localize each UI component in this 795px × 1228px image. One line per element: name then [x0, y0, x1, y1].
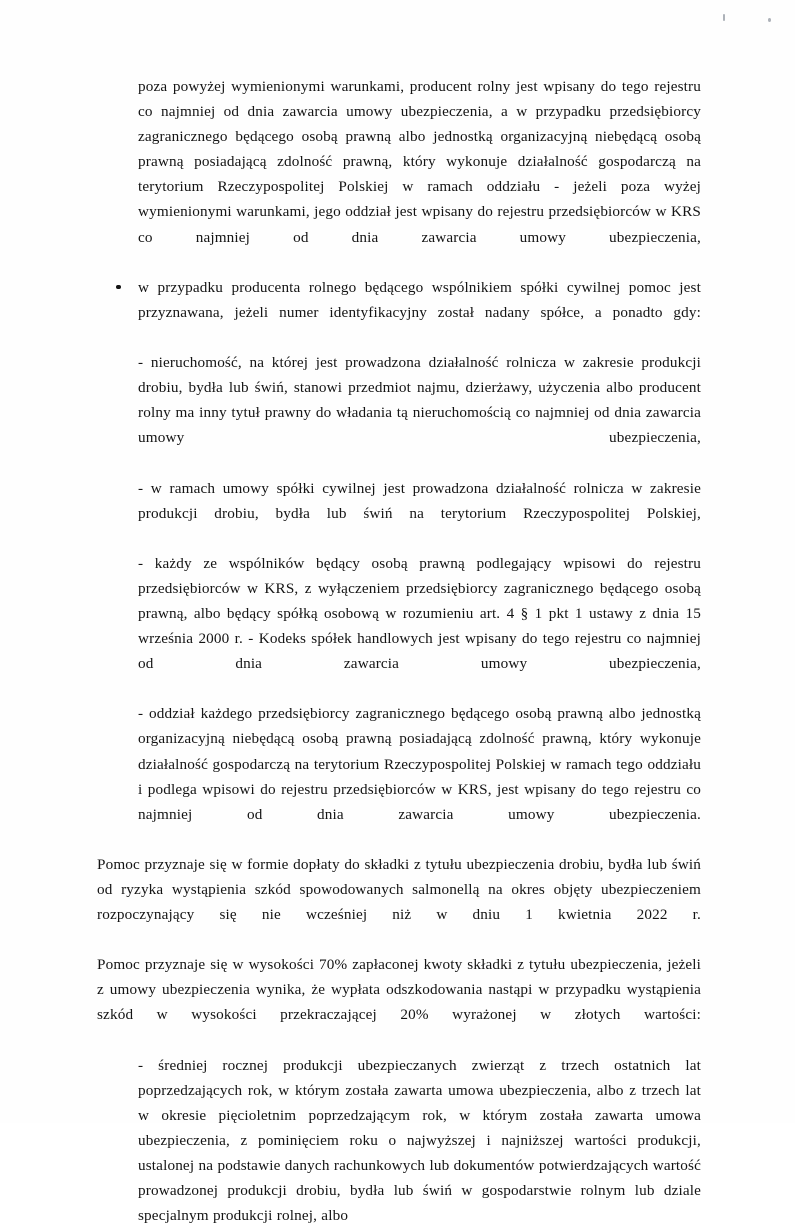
paragraph-aid-amount-percentage: Pomoc przyznaje się w wysokości 70% zapłaconej kwoty składki z tytułu ubezpieczenia, jeżeli z umowy ubezpieczenia wynika, że wypłata odszkodowania nastąpi w przypadku wystąpienia szkód w wysokości przekraczającej 20% wyrażonej w złotych wartości:: [97, 956, 701, 1024]
paragraph-aid-form-premium-subsidy: Pomoc przyznaje się w formie dopłaty do składki z tytułu ubezpieczenia drobiu, bydła lub świń od ryzyka wystąpienia szkód spowodowanych salmonellą na okres objęty ubezpieczeniem rozpoczynający się nie wcześniej niż w dniu 1 kwietnia 2022 r.: [97, 855, 701, 924]
scan-speck-icon: [768, 18, 771, 22]
dash-item-average-annual-production: - średniej rocznej produkcji ubezpieczanych zwierząt z trzech ostatnich lat poprzedzających rok, w którym została zawarta umowa ubezpieczenia, albo z trzech lat w okresie pięcioletnim poprzedzającym rok, w którym została zawarta umowa ubezpieczenia, z pominięciem roku o najwyższej i najniższej wartości produkcji, ustalonej na podstawie danych rachunkowych lub dokumentów potwierdzających wartość prowadzonej produkcji drobiu, bydła lub świń w gospodarstwie rolnym lub dziale specjalnym produkcji rolnej, albo: [138, 1056, 701, 1225]
dash-item-agricultural-activity: - w ramach umowy spółki cywilnej jest prowadzona działalność rolnicza w zakresie produkcji drobiu, bydła lub świń na terytorium Rzeczypospolitej Polskiej,: [138, 479, 701, 522]
dash-item-foreign-entrepreneur-branch: - oddział każdego przedsiębiorcy zagranicznego będącego osobą prawną albo jednostką organizacyjną niebędącą osobą prawną posiadającą zdolność prawną, który wykonuje działalność gospodarczą na terytorium Rzeczypospolitej Polskiej w ramach tego oddziału i podlega wpisowi do rejestru przedsiębiorców w KRS, jest wpisany do tego rejestru co najmniej od dnia zawarcia umowy ubezpieczenia.: [138, 705, 701, 823]
paragraph-conditions-continuation: poza powyżej wymienionymi warunkami, producent rolny jest wpisany do tego rejestru co najmniej od dnia zawarcia umowy ubezpieczenia, a w przypadku przedsiębiorcy zagranicznego będącego osobą prawną albo jednostką organizacyjną niebędącą osobą prawną posiadającą zdolność prawną, który wykonuje działalność gospodarczą na terytorium Rzeczypospolitej Polskiej w ramach oddziału - jeżeli poza wyżej wymienionymi warunkami, jego oddział jest wpisany do rejestru przedsiębiorców w KRS co najmniej od dnia zawarcia umowy ubezpieczenia,: [138, 78, 701, 246]
bullet-dot-icon: [116, 285, 121, 290]
scan-speck-icon: [723, 14, 725, 21]
dash-item-property-title: - nieruchomość, na której jest prowadzona działalność rolnicza w zakresie produkcji drobiu, bydła lub świń, stanowi przedmiot najmu, dzierżawy, użyczenia albo producent rolny ma inny tytuł prawny do władania tą nieruchomością co najmniej od dnia zawarcia umowy ubezpieczenia,: [138, 354, 701, 447]
dash-item-partner-legal-person: - każdy ze wspólników będący osobą prawną podlegający wpisowi do rejestru przedsiębiorców w KRS, z wyłączeniem przedsiębiorcy zagranicznego będącego osobą prawną, albo będący spółką osobową w rozumieniu art. 4 § 1 pkt 1 ustawy z dnia 15 września 2000 r. - Kodeks spółek handlowych jest wpisany do tego rejestru co najmniej od dnia zawarcia umowy ubezpieczenia,: [138, 554, 701, 673]
bullet-list-item-civil-partnership: [138, 275, 701, 350]
bullet-item-text: w przypadku producenta rolnego będącego wspólnikiem spółki cywilnej pomoc jest przyznawana, jeżeli numer identyfikacyjny został nadany spółce, a ponadto gdy:: [138, 278, 701, 321]
document-text-body: [97, 74, 701, 1228]
